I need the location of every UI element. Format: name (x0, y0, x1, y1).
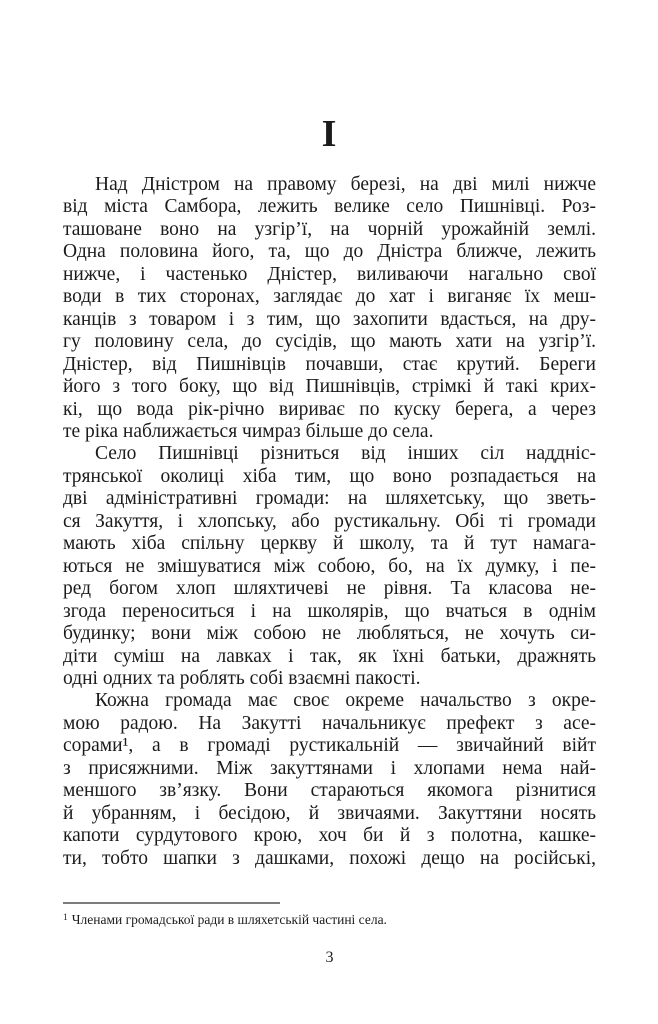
body-line: Село Пишнівці різниться від інших сіл наддніс- (95, 443, 596, 465)
body-line: ти, тобто шапки з дашками, похожі дещо на російські, (63, 847, 596, 869)
body-line: канців з товаром і з тим, що захопити вдасться, на дру- (63, 308, 596, 330)
body-line: одні одних та роблять собі взаємні пакості. (63, 667, 421, 689)
body-line: капоти сурдутового крою, хоч би й з полотна, кашке- (63, 825, 596, 847)
body-line: те ріка наближається чимраз більше до села. (63, 420, 434, 442)
body-line: й убранням, і бесідою, й звичаями. Закуттяни носять (63, 802, 596, 824)
paragraph (63, 690, 596, 870)
body-line: ташоване воно на узгір’ї, на чорній урожайній землі. (63, 218, 596, 240)
body-line: будинку; вони між собою не любляться, не хочуть си- (63, 623, 596, 645)
body-text (63, 174, 596, 870)
body-line: дві адміністративні громади: на шляхетську, що зветь- (63, 488, 596, 510)
body-line: гу половину села, до сусідів, що мають хати на узгір’ї. (63, 331, 596, 353)
body-line: від міста Самбора, лежить велике село Пишнівці. Роз- (63, 196, 596, 218)
footnote (63, 909, 596, 929)
body-line: сорами¹, а в громаді рустикальній — звичайний війт (63, 735, 596, 757)
body-line: Кожна громада має своє окреме начальство з окре- (95, 690, 596, 712)
body-line: мають хіба спільну церкву й школу, та й тут намага- (63, 533, 596, 555)
paragraph (63, 174, 596, 443)
body-line: кі, що вода рік-річно вириває по куску берега, а через (63, 398, 596, 420)
body-line: його з того боку, що від Пишнівців, стрімкі й такі крих- (63, 376, 596, 398)
body-line: меншого зв’язку. Вони стараються якомога різнитися (63, 780, 596, 802)
footnote-text: Членами громадської ради в шляхетській частині села. (71, 912, 387, 927)
body-line: води в тих сторонах, заглядає до хат і виганяє їх меш- (63, 286, 596, 308)
chapter-heading: I (321, 113, 338, 155)
body-line: нижче, і частенько Дністер, виливаючи нагально свої (63, 263, 596, 285)
body-line: ся Закуття, і хлопську, або рустикальну. Обі ті громади (63, 510, 596, 532)
body-line: мою радою. На Закутті начальникує префект з асе- (63, 712, 596, 734)
body-line: згода переноситься і на школярів, що вчаться в однім (63, 600, 596, 622)
body-line: ються не змішуватися між собою, бо, на їх думку, і пе- (63, 555, 596, 577)
body-line: з присяжними. Між закуттянами і хлопами нема най- (63, 757, 596, 779)
body-line: Над Дністром на правому березі, на дві милі нижче (95, 174, 596, 195)
body-line: трянської околиці хіба тим, що воно розпадається на (63, 465, 596, 487)
body-line: ред богом хлоп шляхтичеві не рівня. Та класова не- (63, 578, 596, 600)
footnote-divider (63, 902, 280, 904)
footnote-marker: 1 (63, 913, 68, 923)
body-line: Одна половина його, та, що до Дністра ближче, лежить (63, 241, 596, 263)
body-line: діти суміш на лавках і так, як їхні батьки, дражнять (63, 645, 596, 667)
paragraph (63, 443, 596, 690)
page-number: 3 (325, 949, 334, 966)
body-line: Дністер, від Пишнівців почавши, стає крутий. Береги (63, 353, 596, 375)
